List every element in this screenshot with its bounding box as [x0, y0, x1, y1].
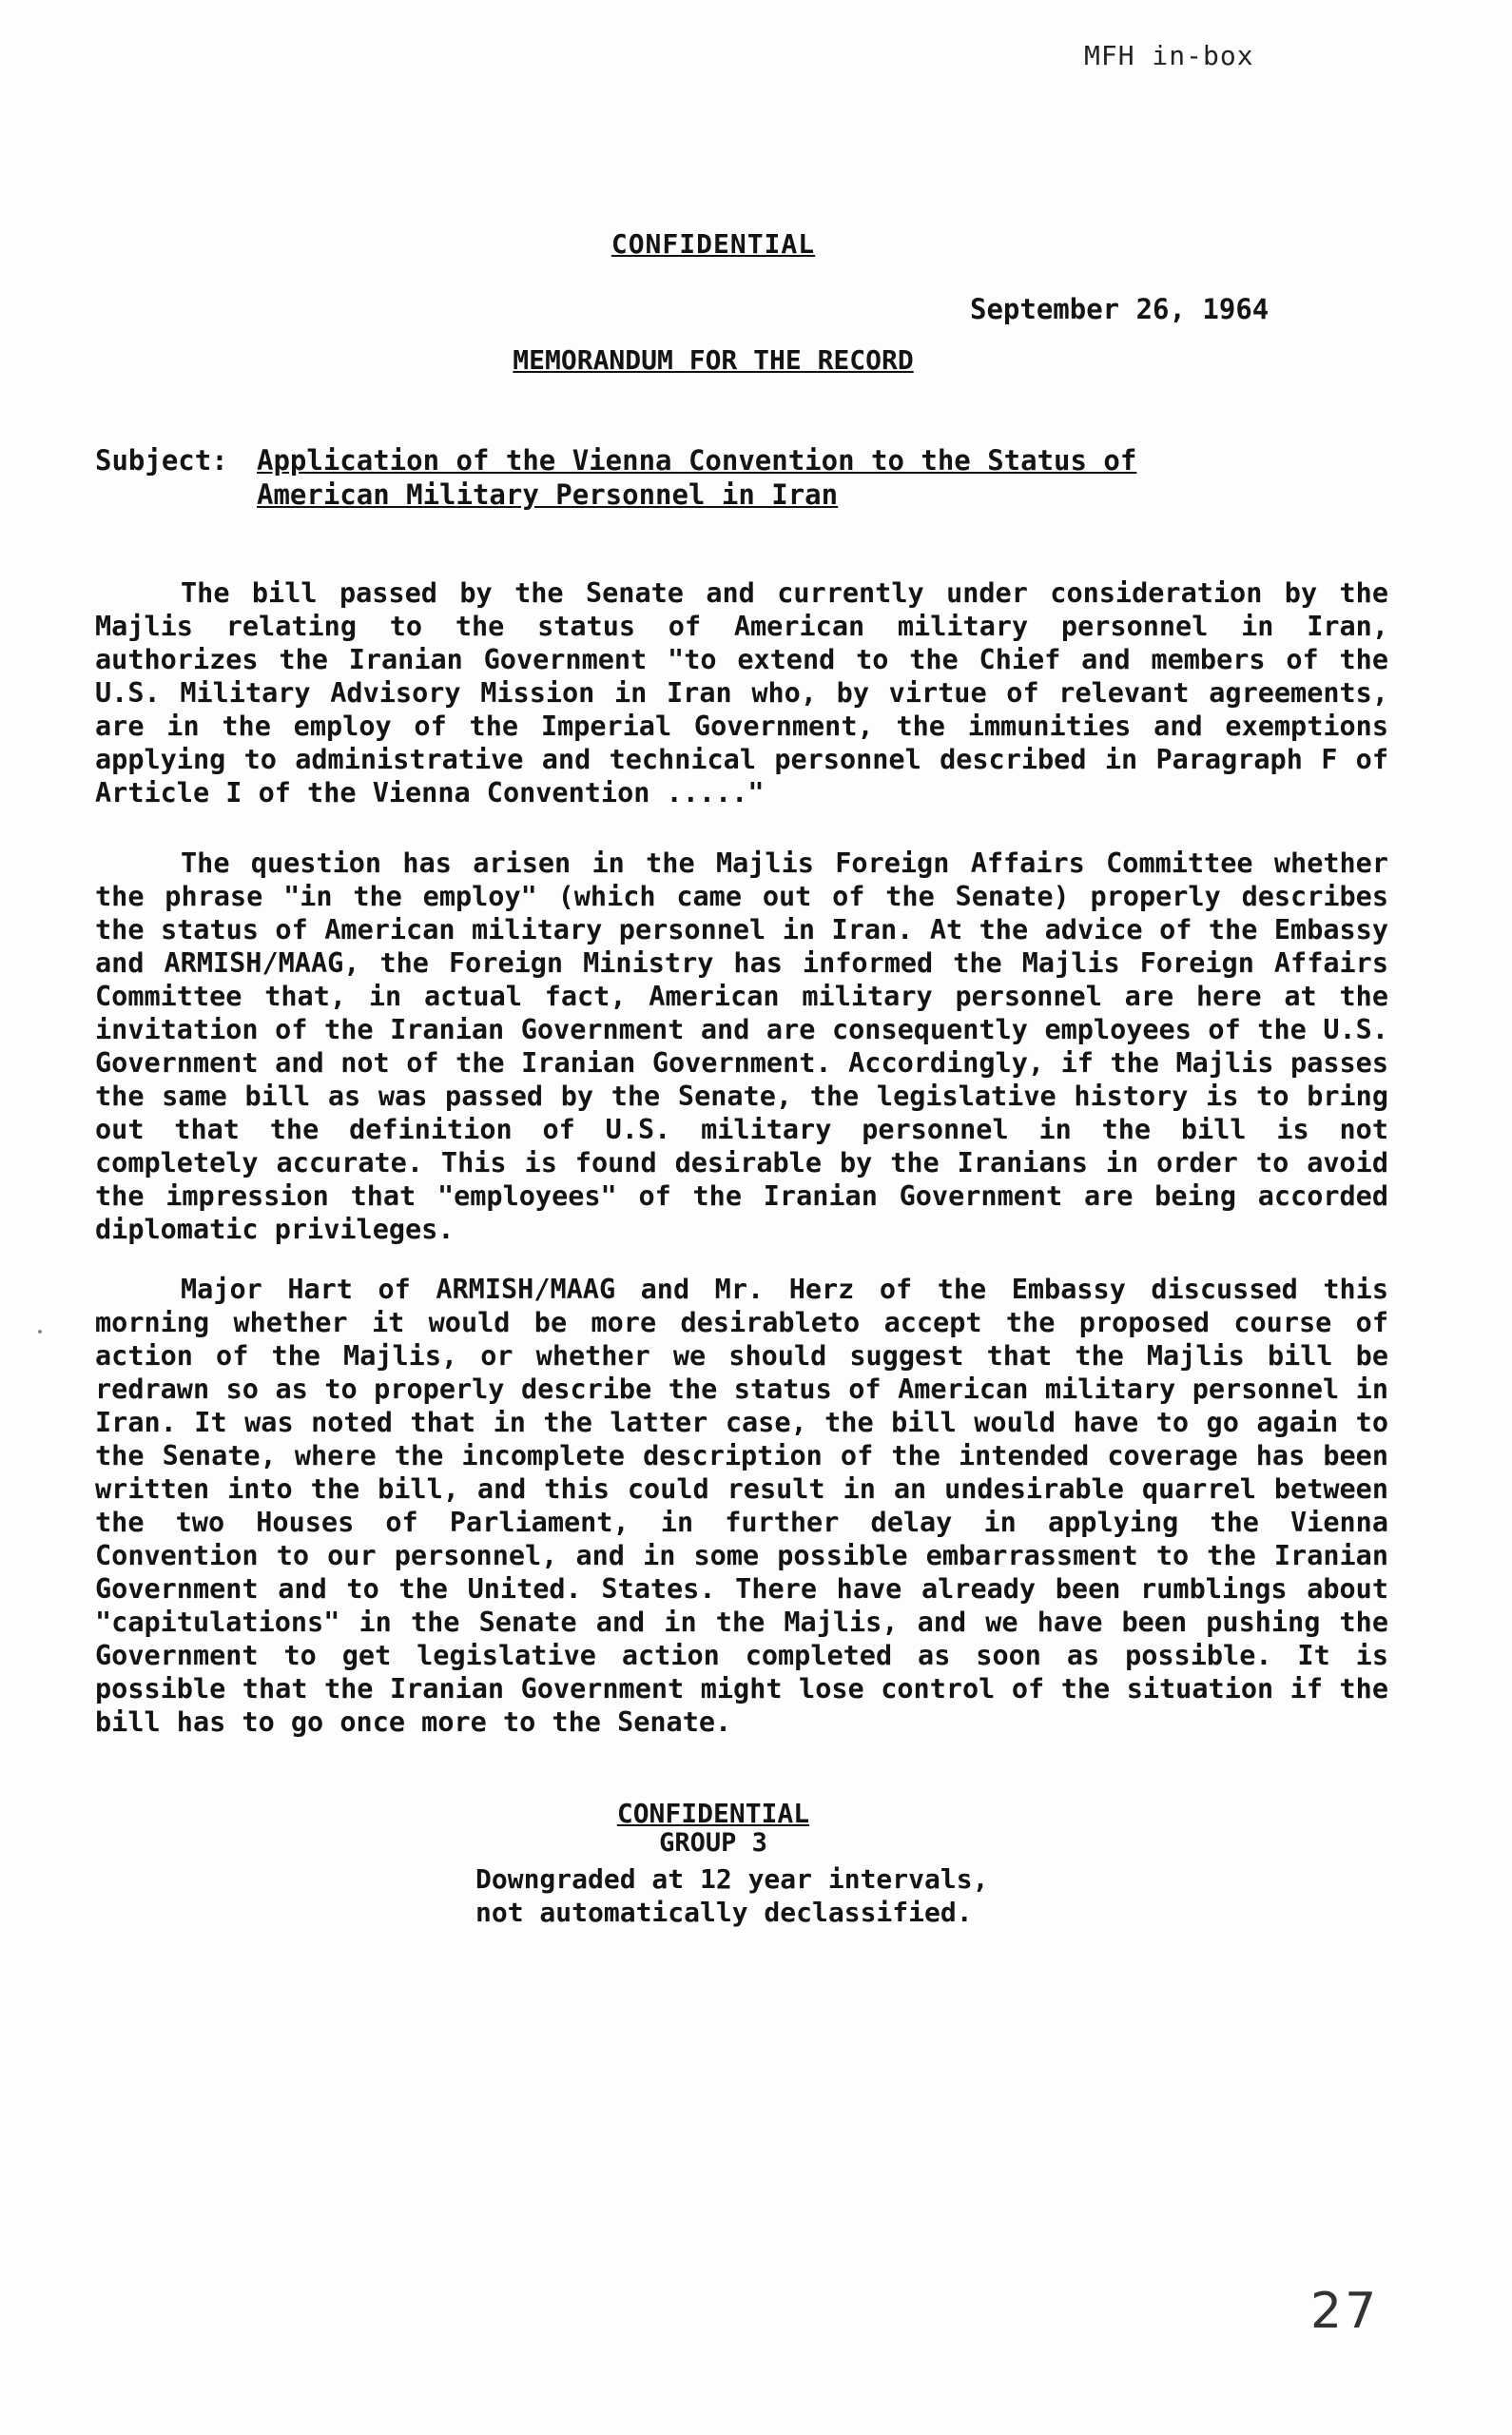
subject-text: Application of the Vienna Convention to the Status of American Military Personnel in Iran — [257, 444, 1137, 511]
inbox-note: MFH in-box — [1084, 40, 1254, 71]
downgrade-line-2: not automatically declassified. — [475, 1897, 973, 1928]
classification-footer: CONFIDENTIAL — [616, 1798, 810, 1829]
page-number: 27 — [1310, 2283, 1380, 2340]
body-paragraph-3: Major Hart of ARMISH/MAAG and Mr. Herz of the Embassy discussed this morning whether it would be more desirableto accept the proposed course of action of the Majlis, or whether we should suggest that the Majlis bill be redrawn so as to properly describe the status of American military personnel in Iran. It was noted that in the latter case, the bill would have to go again to the Senate, where the incomplete description of the intended coverage has been written into the bill, and this could result in an undesirable quarrel between the two Houses of Parliament, in further delay in applying the Vienna Convention to our personnel, and in some possible embarrassment to the Iranian Government and to the United. States. There have already been rumblings about "capitulations" in the Senate and in the Majlis, and we have been pushing the Government to get legislative action completed as soon as possible. It is possible that the Iranian Government might lose control of the situation if the bill has to go once more to the Senate. — [95, 1274, 1388, 1738]
subject-label: Subject: — [95, 444, 228, 477]
scan-speck — [38, 1330, 42, 1334]
downgrade-line-1: Downgraded at 12 year intervals, — [475, 1863, 989, 1895]
group-marking: GROUP 3 — [659, 1828, 767, 1858]
classification-header: CONFIDENTIAL — [611, 228, 816, 260]
memo-date: September 26, 1964 — [970, 293, 1270, 325]
body-paragraph-2: The question has arisen in the Majlis Foreign Affairs Committee whether the phrase "in the employ" (which came out of the Senate) properly describes the status of American military personnel in Iran. At the advice of the Embassy and ARMISH/MAAG, the Foreign Ministry has informed the Majlis Foreign Affairs Committee that, in actual fact, American military personnel are here at the invitation of the Iranian Government and are consequently employees of the U.S. Government and not of the Iranian Government. Accordingly, if the Majlis passes the same bill as was passed by the Senate, the legislative history is to bring out that the definition of U.S. military personnel in the bill is not completely accurate. This is found desirable by the Iranians in order to avoid the impression that "employees" of the Iranian Government are being accorded diplomatic privileges. — [95, 847, 1388, 1245]
subject-line — [95, 443, 1331, 512]
body-paragraph-1: The bill passed by the Senate and currently under consideration by the Majlis relating to the status of American military personnel in Iran, authorizes the Iranian Government "to extend to the Chief and members of the U.S. Military Advisory Mission in Iran who, by virtue of relevant agreements, are in the employ of the Imperial Government, the immunities and exemptions applying to administrative and technical personnel described in Paragraph F of Article I of the Vienna Convention ....." — [95, 577, 1388, 808]
memo-title: MEMORANDUM FOR THE RECORD — [513, 344, 914, 376]
downgrade-notice — [475, 1862, 988, 1929]
